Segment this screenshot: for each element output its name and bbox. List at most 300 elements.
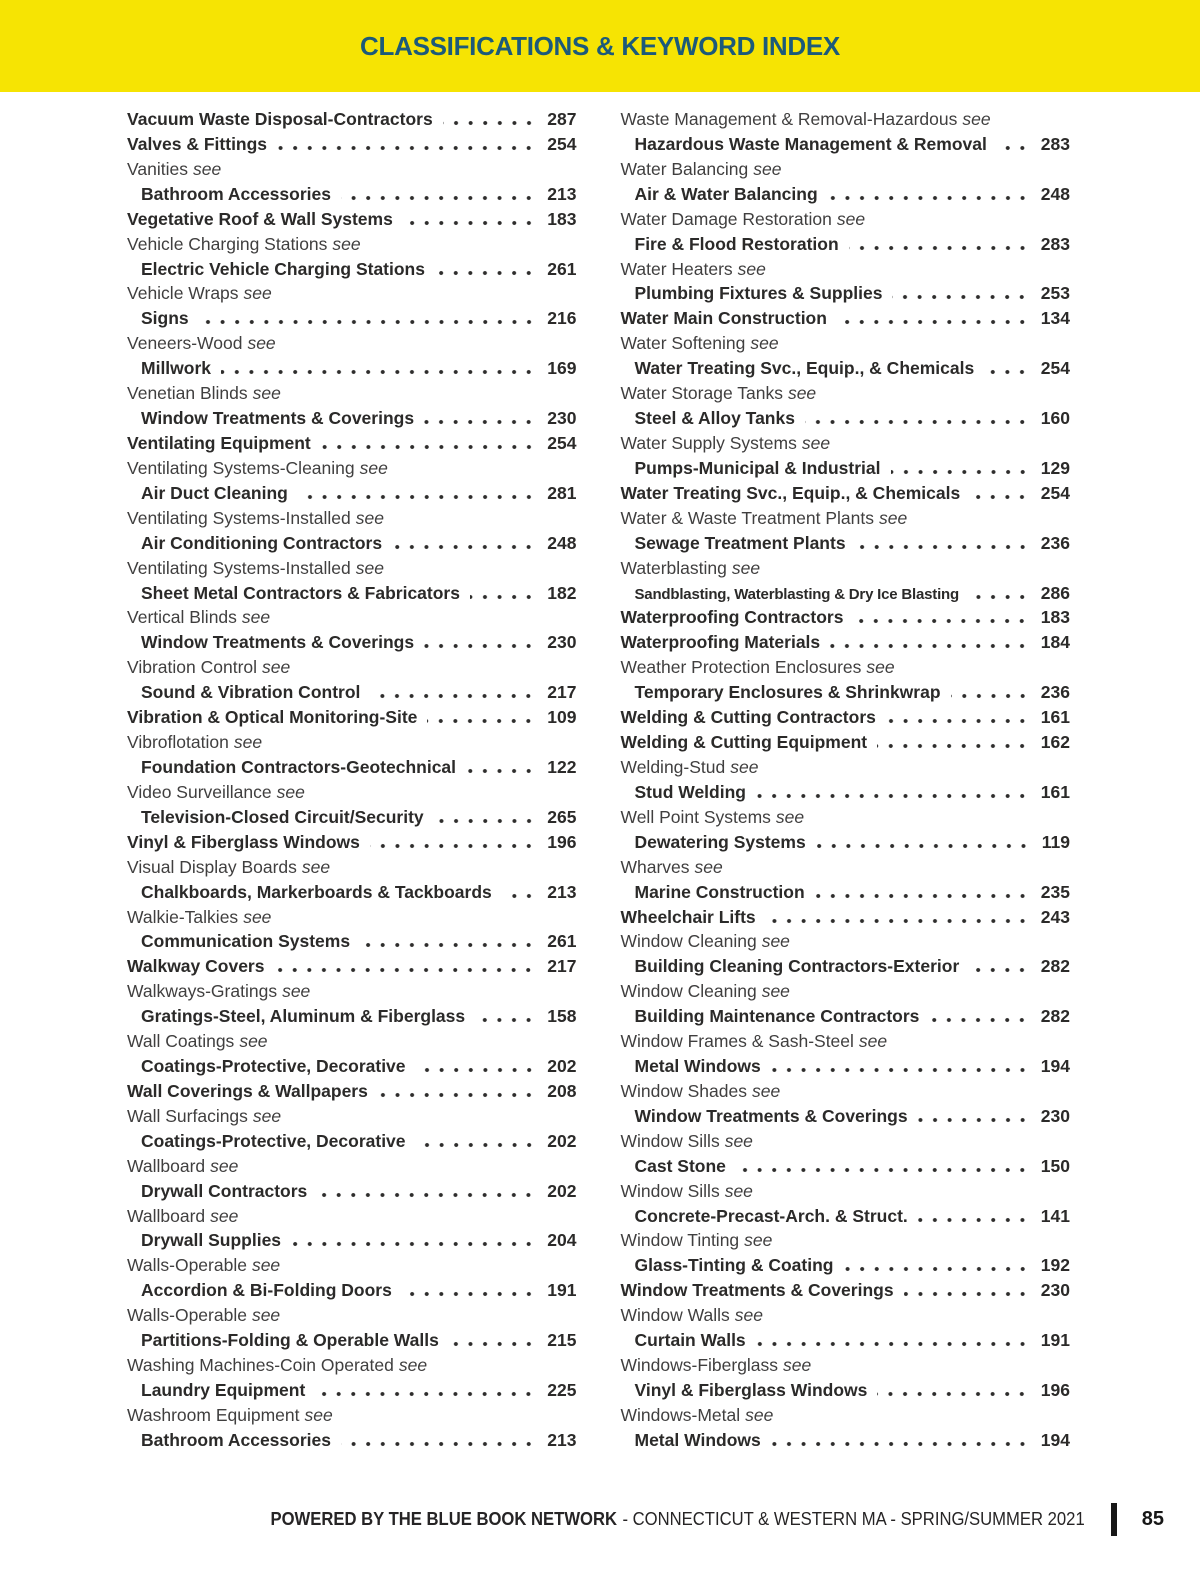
- index-entry: [127, 381, 577, 406]
- entry-page-number: 213: [547, 881, 577, 902]
- dot-leader: [443, 107, 537, 132]
- index-entry: [621, 1403, 1071, 1428]
- see-reference: see: [304, 1404, 333, 1425]
- entry-label: Walkway Covers: [127, 956, 265, 977]
- index-entry: [621, 1353, 1071, 1378]
- entry-label: Vanities: [127, 158, 188, 179]
- dot-leader: [416, 1129, 537, 1154]
- entry-label: Walkways-Gratings: [127, 981, 278, 1002]
- index-entry: [127, 1154, 577, 1179]
- index-entry: [127, 1029, 577, 1054]
- entry-label: Window Treatments & Coverings: [141, 632, 415, 653]
- index-entry: [621, 1029, 1071, 1054]
- index-entry: [621, 1278, 1071, 1303]
- entry-label: Coatings-Protective, Decorative: [141, 1056, 406, 1077]
- entry-label: Partitions-Folding & Operable Walls: [141, 1330, 439, 1351]
- dot-leader: [475, 1004, 536, 1029]
- index-entry: [127, 157, 577, 182]
- index-entry: [621, 705, 1071, 730]
- entry-page-number: 202: [547, 1130, 577, 1151]
- entry-page-number: 141: [1040, 1205, 1070, 1226]
- see-reference: see: [210, 1205, 239, 1226]
- dot-leader: [435, 257, 536, 282]
- dot-leader: [378, 1079, 536, 1104]
- see-reference: see: [879, 507, 908, 528]
- dot-leader: [424, 630, 536, 655]
- entry-page-number: 235: [1040, 881, 1070, 902]
- see-reference: see: [694, 856, 723, 877]
- see-reference: see: [233, 732, 263, 753]
- entry-label: Window Walls: [620, 1305, 730, 1326]
- entry-page-number: 129: [1040, 457, 1070, 478]
- entry-label: Pumps-Municipal & Industrial: [634, 457, 881, 478]
- index-entry: [127, 1204, 577, 1229]
- entry-page-number: 196: [1040, 1380, 1070, 1401]
- entry-page-number: 161: [1040, 781, 1070, 802]
- index-entry: [621, 406, 1071, 431]
- see-reference: see: [262, 657, 291, 678]
- dot-leader: [274, 954, 536, 979]
- entry-label: Building Maintenance Contractors: [634, 1006, 920, 1027]
- index-entry: [127, 680, 577, 705]
- entry-label: Vinyl & Fiberglass Windows: [634, 1380, 868, 1401]
- dot-leader: [891, 456, 1030, 481]
- index-entry: [127, 605, 577, 630]
- see-reference: see: [836, 208, 866, 229]
- dot-leader: [321, 431, 537, 456]
- entry-label: Air & Water Balancing: [634, 183, 818, 204]
- index-entry: [127, 531, 577, 556]
- index-entry: [127, 556, 577, 581]
- entry-page-number: 158: [547, 1006, 577, 1027]
- entry-page-number: 192: [1040, 1255, 1070, 1276]
- index-entry: [127, 107, 577, 132]
- index-entry: [621, 780, 1071, 805]
- index-entry: [127, 705, 577, 730]
- index-entry: [127, 1179, 577, 1204]
- dot-leader: [830, 630, 1030, 655]
- entry-label: Curtain Walls: [634, 1330, 746, 1351]
- entry-label: Television-Closed Circuit/Security: [141, 806, 424, 827]
- entry-label: Laundry Equipment: [141, 1380, 306, 1401]
- entry-label: Water Balancing: [620, 158, 749, 179]
- index-entry: [127, 132, 577, 157]
- dot-leader: [756, 1328, 1030, 1353]
- see-reference: see: [962, 109, 991, 129]
- index-entry: [621, 905, 1071, 930]
- see-reference: see: [744, 1230, 773, 1251]
- index-entry: [621, 1179, 1071, 1204]
- dot-leader: [427, 705, 536, 730]
- entry-label: Vibration & Optical Monitoring-Site: [127, 707, 418, 728]
- index-entry: [621, 581, 1071, 606]
- entry-label: Weather Protection Enclosures: [620, 657, 862, 678]
- index-entry: [621, 880, 1071, 905]
- entry-label: Walls-Operable: [127, 1305, 247, 1326]
- entry-label: Wall Coatings: [127, 1031, 235, 1052]
- entry-page-number: 162: [1040, 732, 1070, 753]
- entry-page-number: 248: [547, 532, 577, 553]
- entry-label: Ventilating Equipment: [127, 432, 311, 453]
- index-entry: [127, 1129, 577, 1154]
- index-entry: [621, 556, 1071, 581]
- entry-label: Chalkboards, Markerboards & Tackboards: [141, 881, 492, 902]
- index-entry: [127, 655, 577, 680]
- dot-leader: [877, 1378, 1029, 1403]
- entry-label: Vinyl & Fiberglass Windows: [127, 831, 360, 852]
- entry-page-number: 161: [1040, 707, 1070, 728]
- dot-leader: [815, 880, 1030, 905]
- index-entry: [621, 730, 1071, 755]
- entry-label: Metal Windows: [634, 1429, 761, 1450]
- see-reference: see: [858, 1031, 888, 1052]
- index-entry: [127, 581, 577, 606]
- see-reference: see: [252, 1105, 282, 1126]
- dot-leader: [370, 830, 536, 855]
- index-entry: [621, 1378, 1071, 1403]
- entry-label: Window Frames & Sash-Steel: [620, 1031, 854, 1052]
- entry-page-number: 202: [547, 1180, 577, 1201]
- index-entry: [127, 954, 577, 979]
- entry-page-number: 282: [1040, 1006, 1070, 1027]
- page-footer: [0, 1496, 1200, 1542]
- index-entry: [127, 1228, 577, 1253]
- see-reference: see: [276, 781, 305, 802]
- index-entry: [621, 232, 1071, 257]
- entry-label: Metal Windows: [634, 1056, 761, 1077]
- dot-leader: [886, 705, 1030, 730]
- dot-leader: [199, 306, 537, 331]
- entry-label: Plumbing Fixtures & Supplies: [634, 283, 883, 304]
- entry-page-number: 286: [1040, 582, 1070, 603]
- entry-page-number: 184: [1040, 632, 1070, 653]
- entry-label: Millwork: [141, 358, 212, 379]
- dot-leader: [997, 132, 1030, 157]
- entry-page-number: 183: [547, 208, 577, 229]
- dot-leader: [315, 1378, 536, 1403]
- see-reference: see: [243, 906, 272, 927]
- dot-leader: [403, 207, 536, 232]
- entry-label: Window Tinting: [620, 1230, 740, 1251]
- index-entry: [127, 456, 577, 481]
- entry-label: Walkie-Talkies: [127, 906, 239, 927]
- entry-label: Welding-Stud: [620, 756, 726, 777]
- entry-label: Window Treatments & Coverings: [141, 408, 415, 429]
- index-entry: [621, 805, 1071, 830]
- dot-leader: [392, 531, 536, 556]
- entry-label: Building Cleaning Contractors-Exterior: [634, 956, 960, 977]
- see-reference: see: [239, 1031, 268, 1052]
- index-entry: [621, 1104, 1071, 1129]
- entry-label: Vehicle Charging Stations: [127, 233, 328, 254]
- entry-page-number: 254: [1040, 482, 1070, 503]
- entry-label: Drywall Supplies: [141, 1230, 282, 1251]
- index-entry: [621, 207, 1071, 232]
- entry-label: Welding & Cutting Equipment: [620, 732, 868, 753]
- page-title: CLASSIFICATIONS & KEYWORD INDEX: [360, 30, 840, 61]
- see-reference: see: [724, 1130, 753, 1151]
- index-entry: [621, 531, 1071, 556]
- index-entry: [127, 331, 577, 356]
- entry-label: Sewage Treatment Plants: [634, 532, 846, 553]
- entry-label: Window Sills: [620, 1180, 720, 1201]
- see-reference: see: [761, 981, 790, 1002]
- dot-leader: [341, 1428, 536, 1453]
- entry-label: Waterproofing Materials: [620, 632, 821, 653]
- entry-page-number: 191: [1040, 1330, 1070, 1351]
- index-entry: [127, 182, 577, 207]
- entry-label: Valves & Fittings: [127, 133, 268, 154]
- dot-leader: [756, 780, 1030, 805]
- entry-page-number: 283: [1040, 133, 1070, 154]
- entry-label: Air Duct Cleaning: [141, 482, 288, 503]
- index-entry: [127, 1253, 577, 1278]
- entry-label: Window Treatments & Coverings: [620, 1280, 894, 1301]
- index-entry: [621, 1154, 1071, 1179]
- dot-leader: [416, 1054, 537, 1079]
- entry-label: Temporary Enclosures & Shrinkwrap: [634, 682, 941, 703]
- entry-page-number: 217: [547, 682, 577, 703]
- entry-page-number: 287: [547, 109, 577, 129]
- entry-label: Stud Welding: [634, 781, 746, 802]
- index-entry: [127, 431, 577, 456]
- dot-leader: [449, 1328, 536, 1353]
- index-entry: [127, 1004, 577, 1029]
- entry-label: Electric Vehicle Charging Stations: [141, 258, 425, 279]
- entry-label: Window Cleaning: [620, 931, 757, 952]
- index-entry: [621, 755, 1071, 780]
- entry-label: Veneers-Wood: [127, 333, 243, 354]
- index-entry: [127, 1353, 577, 1378]
- index-entry: [127, 1303, 577, 1328]
- entry-label: Bathroom Accessories: [141, 1429, 331, 1450]
- see-reference: see: [301, 856, 331, 877]
- entry-page-number: 261: [547, 931, 577, 952]
- see-reference: see: [192, 158, 222, 179]
- entry-page-number: 236: [1040, 682, 1070, 703]
- see-reference: see: [745, 1404, 774, 1425]
- entry-page-number: 194: [1040, 1056, 1070, 1077]
- entry-page-number: 202: [547, 1056, 577, 1077]
- entry-label: Welding & Cutting Contractors: [620, 707, 876, 728]
- footer-edition: - CONNECTICUT & WESTERN MA - SPRING/SUMMER 2021: [622, 1508, 1085, 1529]
- entry-label: Ventilating Systems-Cleaning: [127, 457, 355, 478]
- entry-page-number: 230: [1040, 1105, 1070, 1126]
- see-reference: see: [355, 557, 384, 578]
- entry-label: Vacuum Waste Disposal-Contractors: [127, 109, 433, 129]
- entry-page-number: 183: [1040, 607, 1070, 628]
- page-number: 85: [1141, 1507, 1164, 1530]
- dot-leader: [837, 306, 1030, 331]
- index-entry: [127, 880, 577, 905]
- entry-label: Waterblasting: [620, 557, 727, 578]
- entry-label: Dewatering Systems: [634, 831, 806, 852]
- index-entry: [621, 979, 1071, 1004]
- index-entry: [621, 257, 1071, 282]
- index-column-left: [127, 107, 577, 1453]
- entry-label: Windows-Metal: [620, 1404, 741, 1425]
- index-entry: [127, 306, 577, 331]
- index-entry: [127, 780, 577, 805]
- entry-label: Ventilating Systems-Installed: [127, 507, 351, 528]
- entry-label: Walls-Operable: [127, 1255, 247, 1276]
- entry-page-number: 215: [547, 1330, 577, 1351]
- entry-page-number: 194: [1040, 1429, 1070, 1450]
- entry-page-number: 160: [1040, 408, 1070, 429]
- see-reference: see: [787, 383, 817, 404]
- entry-label: Vertical Blinds: [127, 607, 237, 628]
- index-entry: [127, 1403, 577, 1428]
- index-entry: [127, 755, 577, 780]
- entry-label: Waterproofing Contractors: [620, 607, 844, 628]
- entry-page-number: 230: [547, 408, 577, 429]
- index-entry: [621, 655, 1071, 680]
- see-reference: see: [751, 1080, 781, 1101]
- entry-label: Vibration Control: [127, 657, 258, 678]
- see-reference: see: [282, 981, 311, 1002]
- index-entry: [127, 1278, 577, 1303]
- dot-leader: [849, 232, 1030, 257]
- index-entry: [621, 929, 1071, 954]
- entry-label: Water & Waste Treatment Plants: [620, 507, 875, 528]
- entry-label: Wheelchair Lifts: [620, 906, 756, 927]
- entry-page-number: 282: [1040, 956, 1070, 977]
- entry-label: Wall Coverings & Wallpapers: [127, 1080, 368, 1101]
- index-entry: [127, 1378, 577, 1403]
- index-entry: [621, 630, 1071, 655]
- entry-label: Window Cleaning: [620, 981, 757, 1002]
- dot-leader: [918, 1204, 1030, 1229]
- entry-page-number: 191: [547, 1280, 577, 1301]
- entry-label: Ventilating Systems-Installed: [127, 557, 351, 578]
- entry-page-number: 243: [1040, 906, 1070, 927]
- dot-leader: [434, 805, 537, 830]
- dot-leader: [856, 531, 1030, 556]
- footer-text: [271, 1508, 1085, 1530]
- index-entry: [127, 905, 577, 930]
- entry-page-number: 213: [547, 183, 577, 204]
- entry-label: Windows-Fiberglass: [620, 1355, 779, 1376]
- entry-page-number: 169: [547, 358, 577, 379]
- index-entry: [621, 1303, 1071, 1328]
- entry-label: Water Main Construction: [620, 308, 827, 329]
- entry-label: Vegetative Roof & Wall Systems: [127, 208, 393, 229]
- index-entry: [127, 929, 577, 954]
- entry-label: Communication Systems: [141, 931, 351, 952]
- index-entry: [127, 830, 577, 855]
- dot-leader: [341, 182, 536, 207]
- index-entry: [621, 855, 1071, 880]
- dot-leader: [502, 880, 537, 905]
- entry-label: Window Treatments & Coverings: [634, 1105, 908, 1126]
- entry-label: Sheet Metal Contractors & Fabricators: [141, 582, 460, 603]
- entry-label: Marine Construction: [634, 881, 805, 902]
- entry-page-number: 254: [547, 432, 577, 453]
- see-reference: see: [801, 432, 831, 453]
- entry-label: Washroom Equipment: [127, 1404, 300, 1425]
- index-entry: [127, 506, 577, 531]
- dot-leader: [466, 755, 536, 780]
- entry-page-number: 254: [547, 133, 577, 154]
- entry-label: Fire & Flood Restoration: [634, 233, 839, 254]
- index-entry: [621, 830, 1071, 855]
- see-reference: see: [398, 1355, 428, 1376]
- entry-label: Cast Stone: [634, 1155, 726, 1176]
- index-entry: [127, 1328, 577, 1353]
- entry-label: Glass-Tinting & Coating: [634, 1255, 834, 1276]
- entry-label: Video Surveillance: [127, 781, 272, 802]
- footer-brand: POWERED BY THE BLUE BOOK NETWORK: [270, 1508, 618, 1529]
- entry-page-number: 265: [547, 806, 577, 827]
- index-entry: [621, 1328, 1071, 1353]
- entry-label: Water Treating Svc., Equip., & Chemicals: [620, 482, 961, 503]
- index-entry: [621, 1253, 1071, 1278]
- entry-page-number: 217: [547, 956, 577, 977]
- dot-leader: [984, 356, 1030, 381]
- see-reference: see: [251, 1255, 281, 1276]
- index-entry: [621, 680, 1071, 705]
- entry-label: Well Point Systems: [620, 806, 771, 827]
- index-entry: [621, 157, 1071, 182]
- index-entry: [127, 730, 577, 755]
- index-entry: [127, 855, 577, 880]
- dot-leader: [892, 281, 1029, 306]
- index-entry: [127, 630, 577, 655]
- dot-leader: [805, 406, 1030, 431]
- dot-leader: [277, 132, 536, 157]
- dot-leader: [298, 481, 536, 506]
- dot-leader: [402, 1278, 536, 1303]
- entry-label: Wallboard: [127, 1205, 206, 1226]
- dot-leader: [470, 581, 536, 606]
- index-entry: [127, 1054, 577, 1079]
- entry-label: Venetian Blinds: [127, 383, 248, 404]
- index-entry: [621, 281, 1071, 306]
- entry-page-number: 225: [547, 1380, 577, 1401]
- entry-page-number: 254: [1040, 358, 1070, 379]
- entry-label: Wall Surfacings: [127, 1105, 248, 1126]
- entry-label: Foundation Contractors-Geotechnical: [141, 756, 457, 777]
- dot-leader: [853, 605, 1029, 630]
- see-reference: see: [355, 507, 384, 528]
- see-reference: see: [866, 657, 895, 678]
- entry-label: Water Damage Restoration: [620, 208, 832, 229]
- see-reference: see: [761, 931, 790, 952]
- entry-label: Water Storage Tanks: [620, 383, 783, 404]
- entry-page-number: 134: [1040, 308, 1070, 329]
- entry-label: Water Treating Svc., Equip., & Chemicals: [634, 358, 975, 379]
- see-reference: see: [252, 383, 281, 404]
- see-reference: see: [734, 1305, 763, 1326]
- entry-label: Vibroflotation: [127, 732, 229, 753]
- see-reference: see: [251, 1305, 281, 1326]
- dot-leader: [904, 1278, 1030, 1303]
- entry-label: Water Supply Systems: [620, 432, 797, 453]
- index-entry: [127, 805, 577, 830]
- see-reference: see: [724, 1180, 753, 1201]
- index-entry: [621, 132, 1071, 157]
- entry-label: Signs: [141, 308, 189, 329]
- index-entry: [621, 1428, 1071, 1453]
- index-entry: [127, 1104, 577, 1129]
- entry-label: Waste Management & Removal-Hazardous: [620, 109, 958, 129]
- entry-page-number: 230: [1040, 1280, 1070, 1301]
- dot-leader: [221, 356, 536, 381]
- dot-leader: [370, 680, 536, 705]
- entry-label: Window Sills: [620, 1130, 720, 1151]
- dot-leader: [969, 581, 1030, 606]
- see-reference: see: [737, 258, 766, 279]
